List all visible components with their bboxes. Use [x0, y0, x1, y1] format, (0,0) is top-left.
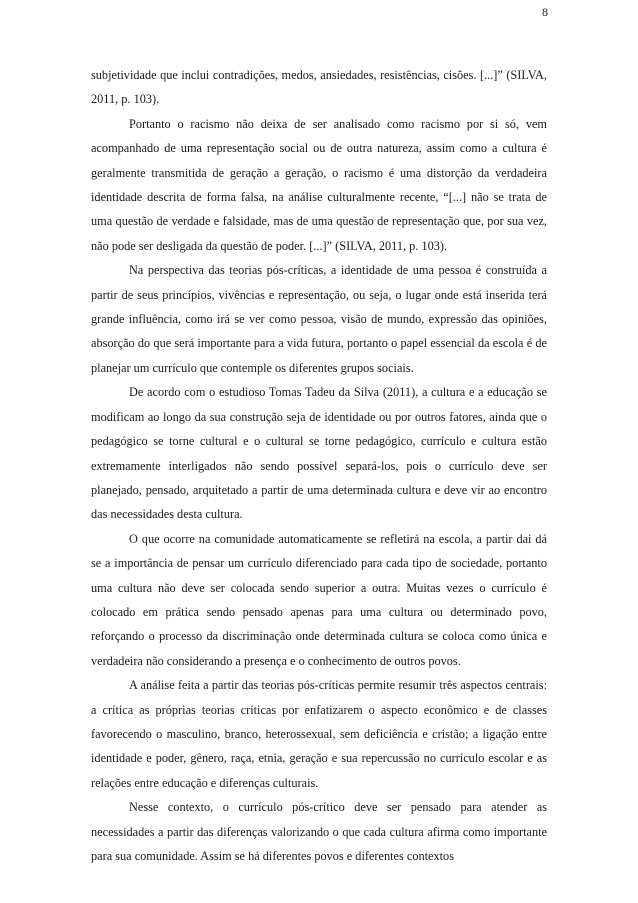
paragraph-community-school: O que ocorre na comunidade automaticamente se refletirá na escola, a partir dai dá se a importância de pensar um currículo diferenciado para cada tipo de sociedade, portanto uma cultura não deve ser colocada sendo superior a outra. Muitas vezes o currículo é colocado em prática sendo pensado apenas para uma cultura ou determinado povo, reforçando o processo da discriminação onde determinada cultura se coloca como única e verdadeira não considerando a presença e o conhecimento de outros povos. [91, 531, 547, 668]
paragraph-post-critical-identity: Na perspectiva das teorias pós-críticas, a identidade de uma pessoa é construída a partir de seus princípios, vivências e representação, ou seja, o lugar onde está inserida terá grande influência, como irá se ver como pessoa, visão de mundo, expressão das opiniões, absorção do que será importante para a vida futura, portanto o papel essencial da escola é de planejar um currículo que contemple os diferentes grupos sociais. [91, 263, 547, 375]
paragraph-three-aspects: A análise feita a partir das teorias pós-críticas permite resumir três aspectos centrais: a crítica as próprias teorias críticas por enfatizarem o aspecto econômico e de classes favorecendo o masculino, branco, heterossexual, sem deficiência e cristão; a ligação entre identidade e poder, gênero, raça, etnia, geração e sua repercussão no currículo escolar e as relações entre educação e diferenças culturais. [91, 678, 547, 790]
paragraph-quote-continuation: subjetividade que inclui contradições, medos, ansiedades, resistências, cisões. [...]” (SILVA, 2011, p. 103). [91, 68, 547, 107]
paragraph-culture-education: De acordo com o estudioso Tomas Tadeu da Silva (2011), a cultura e a educação se modificam ao longo da sua construção seja de identidade ou por outros fatores, ainda que o pedagógico se torne cultural e o cultural se torne pedagógico, currículo e cultura estão extremamente interligados não sendo possível separá-los, pois o currículo deve ser planejado, pensado, arquitetado a partir de uma determinada cultura e deve vir ao encontro das necessidades desta cultura. [91, 385, 547, 522]
page-number: 8 [542, 5, 548, 19]
body-text [91, 63, 547, 868]
paragraph-post-critical-curriculum: Nesse contexto, o currículo pós-crítico deve ser pensado para atender as necessidades a partir das diferenças valorizando o que cada cultura afirma como importante para sua comunidade. Assim se há diferentes povos e diferentes contextos [91, 800, 547, 863]
paragraph-racism: Portanto o racismo não deixa de ser analisado como racismo por si só, vem acompanhado de uma representação social ou de outra natureza, assim como a cultura é geralmente transmitida de geração a geração, o racismo é uma distorção da verdadeira identidade descrita de forma falsa, na análise culturalmente recente, “[...] não se trata de uma questão de verdade e falsidade, mas de uma questão de representação que, por sua vez, não pode ser desligada da questão de poder. [...]” (SILVA, 2011, p. 103). [91, 116, 547, 253]
